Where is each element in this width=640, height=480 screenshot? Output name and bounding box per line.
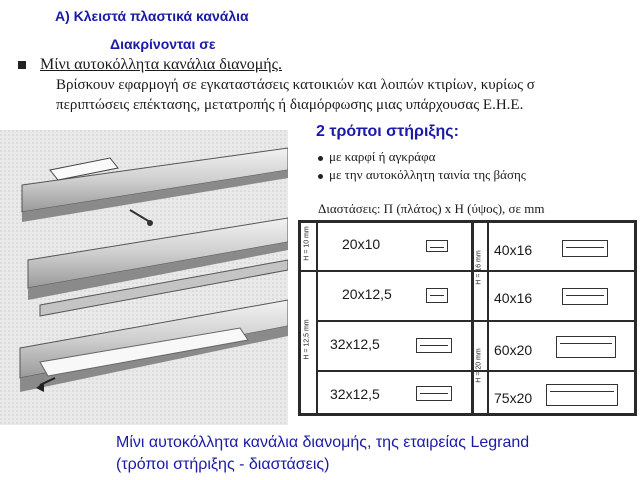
dim-left-2: 20x12,5	[342, 286, 392, 302]
channel-profile-icon	[416, 386, 452, 401]
dim-right-4: 75x20	[494, 390, 533, 406]
paragraph-line-1: Βρίσκουν εφαρμογή σε εγκαταστάσεις κατοικιών και λοιπών κτιρίων, κυρίως σ	[56, 77, 535, 93]
table-divider	[472, 320, 637, 322]
bullet-dot-icon	[318, 174, 323, 179]
table-divider	[316, 220, 318, 416]
mounting-item-1	[318, 149, 435, 165]
table-divider	[316, 320, 472, 322]
channels-photo	[0, 130, 288, 425]
section-heading: Μίνι αυτοκόλλητα κανάλια διανομής.	[40, 56, 282, 73]
dimensions-caption: Διαστάσεις: Π (πλάτος) x Η (ύψος), σε mm	[318, 201, 545, 216]
dim-left-1: 20x10	[342, 236, 381, 252]
mounting-item-2-text: με την αυτοκόλλητη ταινία της βάσης	[329, 167, 526, 182]
dim-left-3: 32x12,5	[330, 336, 380, 352]
mounting-item-2	[318, 167, 526, 183]
mounting-item-1-text: με καρφί ή αγκράφα	[329, 149, 436, 164]
title-line-2: Διακρίνονται σε	[110, 36, 216, 52]
caption-line-1	[116, 434, 529, 452]
dimensions-table	[298, 220, 637, 416]
channel-profile-icon	[416, 338, 452, 353]
title-line-1: Α) Κλειστά πλαστικά κανάλια	[55, 8, 249, 24]
table-divider	[471, 220, 474, 416]
height-label-left-2: H = 12,5 mm	[303, 319, 311, 360]
channel-profile-icon	[546, 384, 618, 406]
caption-line-2: (τρόποι στήριξης - διαστάσεις)	[116, 456, 330, 473]
height-label-right-2: H = 20 mm	[475, 348, 483, 383]
height-label-right-1: H = 16 mm	[475, 250, 483, 285]
caption-highlight: Μίνι αυτοκόλλητα κανάλια διανομής	[116, 434, 367, 451]
channel-profile-icon	[426, 288, 448, 303]
channel-profile-icon	[426, 240, 448, 252]
table-divider	[487, 220, 489, 416]
dim-right-3: 60x20	[494, 342, 533, 358]
square-bullet-icon	[18, 61, 26, 69]
channel-profile-icon	[562, 240, 608, 257]
caption-rest: , της εταιρείας Legrand	[366, 434, 530, 451]
mounting-heading: 2 τρόποι στήριξης:	[316, 123, 459, 140]
table-divider	[298, 270, 472, 272]
channel-profile-icon	[562, 288, 608, 305]
dim-right-2: 40x16	[494, 290, 533, 306]
paragraph-line-2: περιπτώσεις επέκτασης, μετατροπής ή διαμόρφωσης μιας υπάρχουσας Ε.Η.Ε.	[56, 97, 524, 113]
bullet-dot-icon	[318, 156, 323, 161]
dim-left-4: 32x12,5	[330, 386, 380, 402]
channel-profile-icon	[556, 336, 616, 358]
dim-right-1: 40x16	[494, 242, 533, 258]
height-label-left-1: H = 10 mm	[303, 226, 311, 261]
